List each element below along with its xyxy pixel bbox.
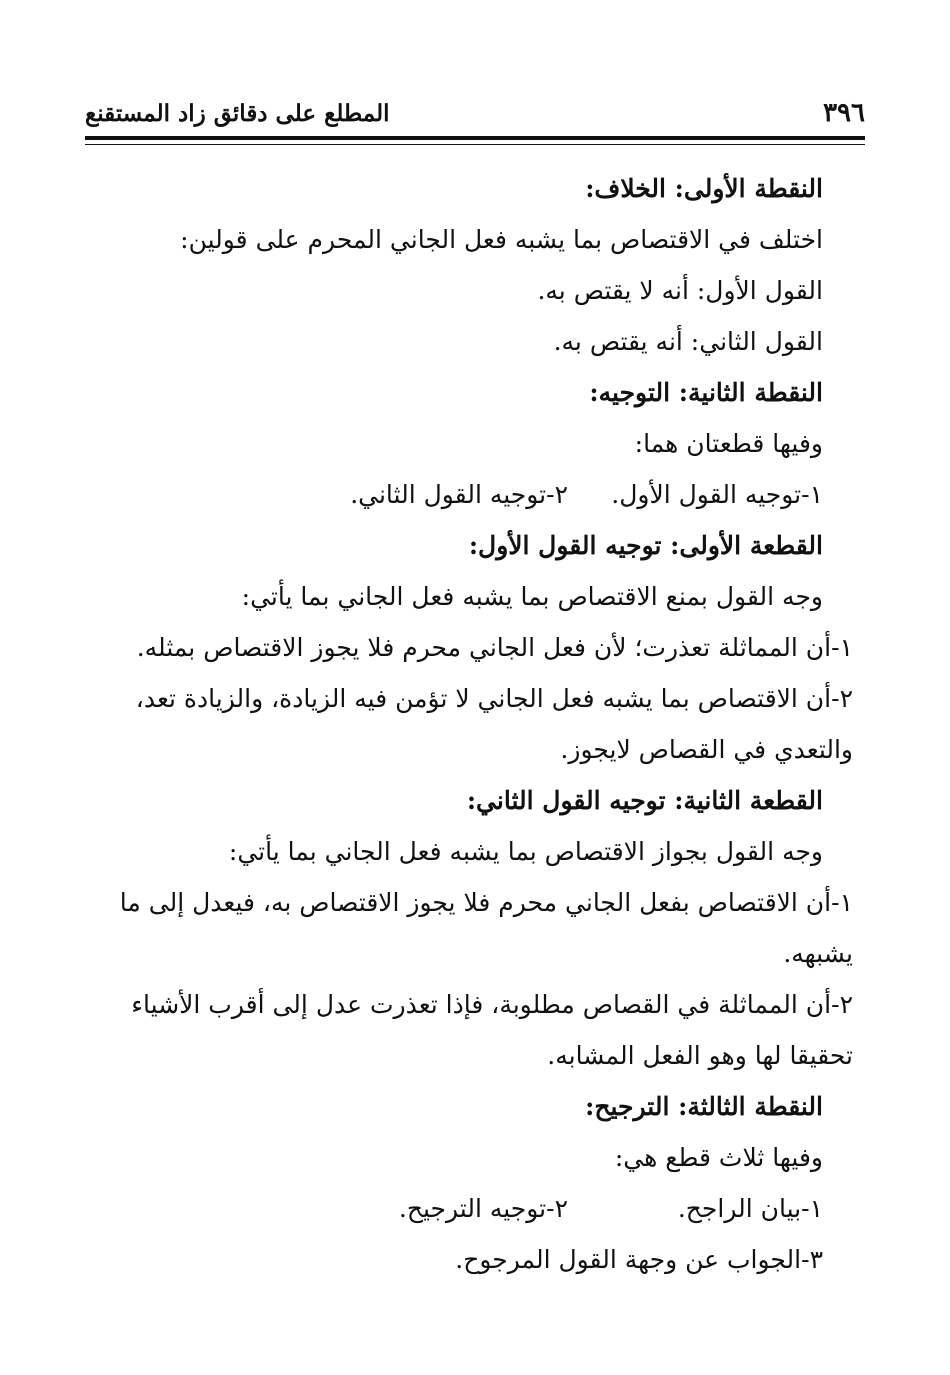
- page-number: ٣٩٦: [823, 98, 865, 128]
- page-header: [85, 96, 865, 130]
- list-item: ١-أن المماثلة تعذرت؛ لأن فعل الجاني محرم فلا يجوز الاقتصاص بمثله.: [136, 633, 853, 662]
- text-line: وجه القول بمنع الاقتصاص بما يشبه فعل الجاني بما يأتي:: [241, 582, 823, 611]
- heading-section-2: القطعة الثانية: توجيه القول الثاني:: [466, 786, 823, 815]
- list-item: ٢-توجيه الترجيح.: [398, 1194, 568, 1223]
- text-line: اختلف في الاقتصاص بما يشبه فعل الجاني المحرم على قولين:: [180, 225, 823, 254]
- heading-point-2: النقطة الثانية: التوجيه:: [589, 378, 823, 407]
- text-line: تحقيقا لها وهو الفعل المشابه.: [547, 1041, 853, 1070]
- list-item: ٢-توجيه القول الثاني.: [350, 480, 568, 509]
- heading-section-1: القطعة الأولى: توجيه القول الأول:: [468, 531, 823, 560]
- text-line: وجه القول بجواز الاقتصاص بما يشبه فعل الجاني بما يأتي:: [228, 837, 823, 866]
- running-title: المطلع على دقائق زاد المستقنع: [85, 100, 390, 127]
- text-line: وفيها قطعتان هما:: [634, 429, 823, 458]
- two-column-line: [92, 1183, 823, 1234]
- text-line: وفيها ثلاث قطع هي:: [614, 1143, 823, 1172]
- heading-point-3: النقطة الثالثة: الترجيح:: [585, 1092, 823, 1121]
- heading-point-1: النقطة الأولى: الخلاف:: [585, 174, 823, 203]
- list-item: ٢-أن الاقتصاص بما يشبه فعل الجاني لا تؤمن فيه الزيادة، والزيادة تعد،: [135, 684, 853, 713]
- header-rule-thick: [85, 136, 865, 140]
- text-line: يشبهه.: [783, 939, 853, 968]
- two-column-line: [92, 469, 823, 520]
- list-item: ٣-الجواب عن وجهة القول المرجوح.: [455, 1245, 823, 1274]
- header-rule-thin: [85, 144, 865, 145]
- text-line: القول الثاني: أنه يقتص به.: [553, 327, 823, 356]
- list-item: ١-توجيه القول الأول.: [611, 480, 823, 509]
- text-line: والتعدي في القصاص لايجوز.: [560, 735, 853, 764]
- list-item: ١-بيان الراجح.: [677, 1194, 823, 1223]
- list-item: ٢-أن المماثلة في القصاص مطلوبة، فإذا تعذرت عدل إلى أقرب الأشياء: [131, 990, 853, 1019]
- text-line: القول الأول: أنه لا يقتص به.: [537, 276, 823, 305]
- list-item: ١-أن الاقتصاص بفعل الجاني محرم فلا يجوز الاقتصاص به، فيعدل إلى ما: [119, 888, 853, 917]
- page-body: [92, 163, 853, 1285]
